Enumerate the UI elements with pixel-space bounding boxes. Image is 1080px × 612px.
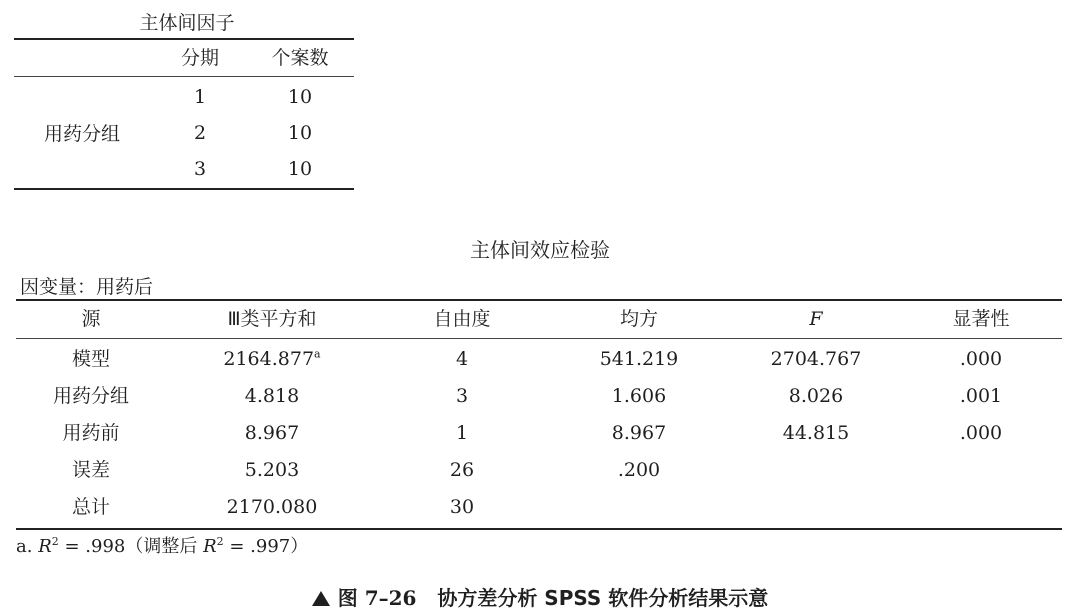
table1-level-cell: 3: [193, 158, 207, 180]
ms-cell: [546, 489, 732, 526]
ss-cell: 4.818: [244, 385, 300, 407]
between-subjects-effects-table: [16, 299, 1062, 530]
table-footnote: [16, 532, 308, 558]
header-f: F: [809, 308, 823, 330]
f-cell: [732, 489, 900, 526]
sig-cell: [900, 452, 1062, 489]
df-cell: 3: [455, 385, 469, 407]
table-row: [16, 415, 1062, 452]
table-row: [16, 341, 1062, 378]
df-cell: 1: [455, 422, 469, 444]
df-cell: 26: [449, 459, 475, 481]
table1-count-cell: 10: [287, 86, 313, 108]
table2-title: 主体间效应检验: [470, 238, 610, 262]
ss-cell: 8.967: [244, 422, 300, 444]
header-df: 自由度: [433, 308, 491, 330]
table1-count-cell: 10: [287, 122, 313, 144]
figure-number: 图 7–26: [337, 586, 417, 610]
df-cell: 4: [455, 348, 469, 370]
sig-cell: .000: [959, 348, 1003, 370]
table-row: [154, 151, 354, 187]
table-row: [154, 79, 354, 115]
ss-cell: 2170.080: [226, 496, 318, 518]
ss-footnote-marker: a: [314, 347, 321, 361]
f-cell: 44.815: [782, 422, 850, 444]
table2-bottom-rule: [16, 528, 1062, 530]
table1-title: 主体间因子: [139, 12, 235, 34]
header-mean-square: 均方: [619, 308, 658, 330]
table1-header-empty: [14, 40, 154, 76]
table1-header-level: 分期: [180, 47, 219, 69]
table1-level-cell: 1: [193, 86, 207, 108]
table1-values: [154, 77, 354, 188]
table2-body: [16, 339, 1062, 528]
adjusted-open: （调整后: [125, 536, 204, 557]
triangle-icon: [312, 591, 330, 606]
figure-caption: [0, 582, 1080, 611]
table1-header-count: 个案数: [271, 47, 329, 69]
adjusted-r-exponent: 2: [216, 535, 224, 548]
source-cell: 总计: [71, 496, 110, 518]
table-row: [154, 115, 354, 151]
df-cell: 30: [449, 496, 475, 518]
r-squared-symbol: R: [38, 536, 52, 557]
r-squared-exponent: 2: [51, 535, 59, 548]
header-source: 源: [81, 308, 101, 330]
sig-cell: .000: [959, 422, 1003, 444]
ss-value: 2164.877: [223, 348, 315, 370]
ms-cell: 1.606: [611, 385, 667, 407]
r-squared-value: = .998: [58, 536, 126, 557]
figure-caption-text: 协方差分析 SPSS 软件分析结果示意: [437, 586, 769, 610]
adjusted-r-symbol: R: [203, 536, 217, 557]
ms-cell: .200: [617, 459, 661, 481]
table1-level-cell: 2: [193, 122, 207, 144]
source-cell: 用药分组: [52, 385, 129, 407]
table1-header-row: [14, 40, 354, 76]
table-row: [16, 378, 1062, 415]
ss-cell: 5.203: [244, 459, 300, 481]
table-row: [16, 489, 1062, 526]
header-significance: 显著性: [952, 308, 1010, 330]
f-cell: 8.026: [788, 385, 844, 407]
between-subjects-factors-table: [14, 8, 354, 190]
sig-cell: .001: [959, 385, 1003, 407]
table1-group-label: 用药分组: [43, 123, 120, 145]
source-cell: 模型: [71, 348, 110, 370]
header-sum-of-squares: Ⅲ类平方和: [227, 308, 317, 330]
ms-cell: 541.219: [599, 348, 679, 370]
dependent-variable-label: 因变量：用药后: [20, 276, 154, 298]
source-cell: 用药前: [62, 422, 120, 444]
table1-count-cell: 10: [287, 158, 313, 180]
table2-header-row: [16, 301, 1062, 338]
table1-bottom-rule: [14, 188, 354, 190]
f-cell: [732, 452, 900, 489]
sig-cell: [900, 489, 1062, 526]
footnote-prefix: a.: [16, 536, 39, 557]
table-row: [16, 452, 1062, 489]
ss-cell: [166, 341, 378, 378]
adjusted-r-value: = .997: [223, 536, 291, 557]
ms-cell: 8.967: [611, 422, 667, 444]
table1-body: [14, 77, 354, 188]
source-cell: 误差: [71, 459, 110, 481]
f-cell: 2704.767: [770, 348, 862, 370]
adjusted-close: ）: [290, 536, 309, 557]
